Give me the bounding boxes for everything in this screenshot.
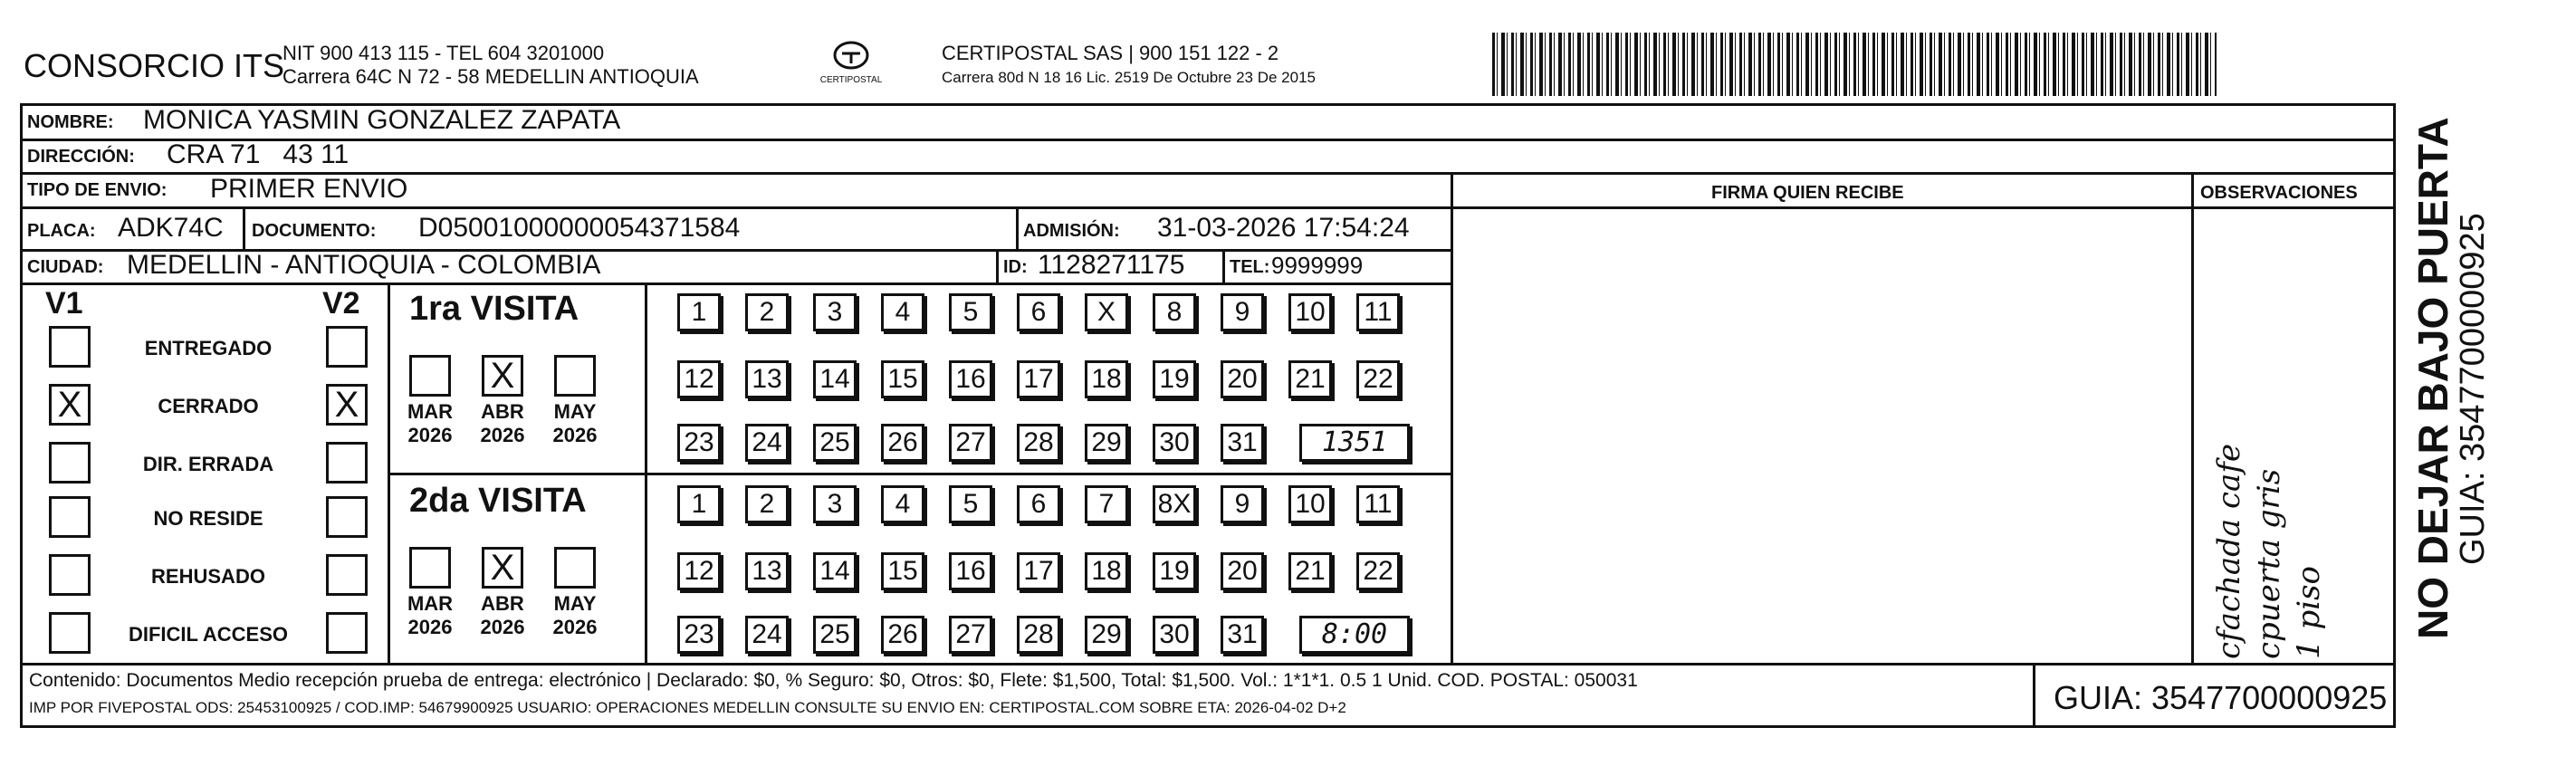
reason-v2-checkbox[interactable] (326, 612, 368, 654)
barcode (1492, 33, 2217, 96)
day-box[interactable]: 24 (745, 424, 789, 462)
month-label: MAY (553, 592, 597, 615)
footer-guia: GUIA: 3547700000925 (2054, 679, 2388, 716)
day-box[interactable]: 31 (1221, 424, 1264, 462)
month-checkbox[interactable] (554, 355, 596, 397)
day-box[interactable]: 11 (1356, 293, 1400, 331)
day-box[interactable]: 26 (881, 616, 924, 654)
documento-value: D05001000000054371584 (418, 213, 741, 243)
visit-time-box[interactable]: 1351 (1299, 424, 1410, 462)
reason-v2-checkbox[interactable] (326, 442, 368, 484)
day-box[interactable]: 8 (1153, 293, 1196, 331)
day-box[interactable]: 14 (813, 552, 857, 590)
v1-label: V1 (45, 286, 83, 321)
day-box[interactable]: 5 (949, 485, 992, 523)
day-box[interactable]: 22 (1356, 360, 1400, 398)
reason-v2-checkbox[interactable]: X (326, 384, 368, 426)
month-label: ABR (481, 592, 524, 615)
reason-v1-checkbox[interactable]: X (49, 384, 91, 426)
day-box[interactable]: 15 (881, 360, 924, 398)
day-box[interactable]: 12 (677, 552, 721, 590)
visit-time-box[interactable]: 8:00 (1299, 616, 1410, 654)
day-box[interactable]: 23 (677, 616, 721, 654)
admision-value: 31-03-2026 17:54:24 (1157, 213, 1410, 243)
day-box[interactable]: 11 (1356, 485, 1400, 523)
month-label: ABR (481, 400, 524, 423)
month-year: 2026 (480, 616, 525, 638)
admision-label: ADMISIÓN: (1023, 221, 1120, 241)
company-nit: NIT 900 413 115 - TEL 604 3201000 (282, 42, 605, 64)
day-box[interactable]: 7 (1085, 485, 1128, 523)
obs-line-2: cpuerta gris (2251, 468, 2287, 659)
id-label: ID: (1003, 257, 1028, 277)
day-box[interactable]: 31 (1221, 616, 1264, 654)
certipostal-title: CERTIPOSTAL SAS | 900 151 122 - 2 (942, 42, 1279, 64)
day-box[interactable]: 1 (677, 293, 721, 331)
day-box[interactable]: 20 (1221, 552, 1264, 590)
reason-label: DIFICIL ACCESO (128, 623, 288, 646)
reason-label: CERRADO (158, 395, 259, 417)
day-box[interactable]: 16 (949, 360, 992, 398)
certipostal-address: Carrera 80d N 18 16 Lic. 2519 De Octubre 23 De 2015 (942, 69, 1316, 86)
direccion-value: CRA 71 43 11 (167, 139, 350, 169)
month-year: 2026 (552, 424, 598, 446)
day-box[interactable]: 30 (1153, 616, 1196, 654)
month-checkbox[interactable] (554, 547, 596, 589)
day-box[interactable]: 5 (949, 293, 992, 331)
footer-line-2: IMP POR FIVEPOSTAL ODS: 25453100925 / COD.IMP: 54679900925 USUARIO: OPERACIONES MEDELLIN CONSULTE SU ENVIO EN: CERTIPOSTAL.COM SOBRE ETA: 2026-04-02 D+2 (29, 699, 1346, 716)
no-dejar-warning: NO DEJAR BAJO PUERTA (2409, 117, 2456, 639)
day-box[interactable]: 17 (1017, 360, 1060, 398)
visit-title: 2da VISITA (409, 482, 587, 520)
reason-label: ENTREGADO (144, 337, 273, 359)
day-box[interactable]: 30 (1153, 424, 1196, 462)
day-box[interactable]: 9 (1221, 293, 1264, 331)
day-box[interactable]: 15 (881, 552, 924, 590)
reason-label: DIR. ERRADA (142, 453, 274, 475)
reason-v2-checkbox[interactable] (326, 554, 368, 596)
day-box[interactable]: 3 (813, 485, 857, 523)
month-checkbox[interactable] (409, 355, 451, 397)
day-box[interactable]: 28 (1017, 616, 1060, 654)
reason-v1-checkbox[interactable] (49, 326, 91, 368)
day-box[interactable]: 25 (813, 616, 857, 654)
nombre-label: NOMBRE: (27, 112, 114, 132)
month-year: 2026 (552, 616, 598, 638)
month-checkbox[interactable] (409, 547, 451, 589)
reason-v1-checkbox[interactable] (49, 612, 91, 654)
visit-title: 1ra VISITA (409, 290, 579, 328)
day-box[interactable]: 21 (1288, 360, 1332, 398)
day-box[interactable]: 27 (949, 424, 992, 462)
day-box[interactable]: 19 (1153, 552, 1196, 590)
day-box[interactable]: 25 (813, 424, 857, 462)
month-year: 2026 (407, 424, 453, 446)
month-year: 2026 (480, 424, 525, 446)
id-value: 1128271175 (1038, 250, 1185, 280)
tel-label: TEL: (1230, 257, 1270, 277)
day-box[interactable]: 13 (745, 360, 789, 398)
day-box[interactable]: 12 (677, 360, 721, 398)
firma-label: FIRMA QUIEN RECIBE (1711, 183, 1904, 203)
company-name: CONSORCIO ITS (24, 47, 285, 84)
ciudad-value: MEDELLIN - ANTIOQUIA - COLOMBIA (127, 250, 601, 280)
month-checkbox[interactable]: X (482, 355, 523, 397)
day-box[interactable]: 24 (745, 616, 789, 654)
day-box[interactable]: 10 (1288, 485, 1332, 523)
day-box[interactable]: 29 (1085, 616, 1128, 654)
v2-label: V2 (322, 286, 360, 321)
tipo-envio-value: PRIMER ENVIO (210, 174, 408, 204)
tipo-envio-label: TIPO DE ENVIO: (27, 180, 168, 200)
ciudad-label: CIUDAD: (27, 257, 104, 277)
reason-v1-checkbox[interactable] (49, 554, 91, 596)
day-box[interactable]: 29 (1085, 424, 1128, 462)
certipostal-logo: CERTIPOSTAL (815, 40, 887, 94)
day-box[interactable]: 14 (813, 360, 857, 398)
footer-line-1: Contenido: Documentos Medio recepción prueba de entrega: electrónico | Declarado: $0, % Seguro: $0, Otros: $0, Flete: $1,500, Total: $1,500. Vol.: 1*1*1. 0.5 1 Unid. COD. POSTAL: 050031 (29, 670, 1638, 691)
obs-line-3: 1 piso (2291, 566, 2327, 659)
month-label: MAR (407, 400, 454, 423)
day-box[interactable]: 20 (1221, 360, 1264, 398)
day-box[interactable]: 16 (949, 552, 992, 590)
month-year: 2026 (407, 616, 453, 638)
tel-value: 9999999 (1271, 252, 1364, 279)
day-box[interactable]: 6 (1017, 293, 1060, 331)
reason-v1-checkbox[interactable] (49, 442, 91, 484)
reason-v2-checkbox[interactable] (326, 326, 368, 368)
day-box[interactable]: 10 (1288, 293, 1332, 331)
day-box[interactable]: 8X (1153, 485, 1196, 523)
day-box[interactable]: 28 (1017, 424, 1060, 462)
side-guia: GUIA: 3547700000925 (2454, 213, 2492, 565)
day-box[interactable]: 1 (677, 485, 721, 523)
direccion-label: DIRECCIÓN: (27, 147, 135, 167)
day-box[interactable]: 13 (745, 552, 789, 590)
month-checkbox[interactable]: X (482, 547, 523, 589)
day-box[interactable]: 19 (1153, 360, 1196, 398)
observaciones-handwriting (2209, 444, 2329, 659)
day-box[interactable]: 27 (949, 616, 992, 654)
company-address: Carrera 64C N 72 - 58 MEDELLIN ANTIOQUIA (282, 65, 699, 88)
documento-label: DOCUMENTO: (252, 221, 377, 241)
day-box[interactable]: 4 (881, 293, 924, 331)
reason-label: REHUSADO (151, 565, 265, 588)
observaciones-label: OBSERVACIONES (2200, 183, 2358, 203)
day-box[interactable]: 18 (1085, 552, 1128, 590)
day-box[interactable]: 2 (745, 485, 789, 523)
day-box[interactable]: 3 (813, 293, 857, 331)
day-box[interactable]: 17 (1017, 552, 1060, 590)
obs-line-1: cfachada cafe (2211, 444, 2247, 659)
month-label: MAY (553, 400, 597, 423)
day-box[interactable]: 22 (1356, 552, 1400, 590)
month-label: MAR (407, 592, 454, 615)
reason-label: NO RESIDE (153, 507, 263, 530)
placa-label: PLACA: (27, 221, 96, 241)
day-box[interactable]: 6 (1017, 485, 1060, 523)
reason-v2-checkbox[interactable] (326, 496, 368, 538)
day-box[interactable]: 18 (1085, 360, 1128, 398)
day-box[interactable]: 9 (1221, 485, 1264, 523)
day-box[interactable]: 2 (745, 293, 789, 331)
placa-value: ADK74C (118, 213, 224, 243)
reason-v1-checkbox[interactable] (49, 496, 91, 538)
day-box[interactable]: 4 (881, 485, 924, 523)
day-box[interactable]: 21 (1288, 552, 1332, 590)
day-box[interactable]: 23 (677, 424, 721, 462)
day-box[interactable]: 26 (881, 424, 924, 462)
day-box[interactable]: X (1085, 293, 1128, 331)
nombre-value: MONICA YASMIN GONZALEZ ZAPATA (143, 105, 621, 135)
